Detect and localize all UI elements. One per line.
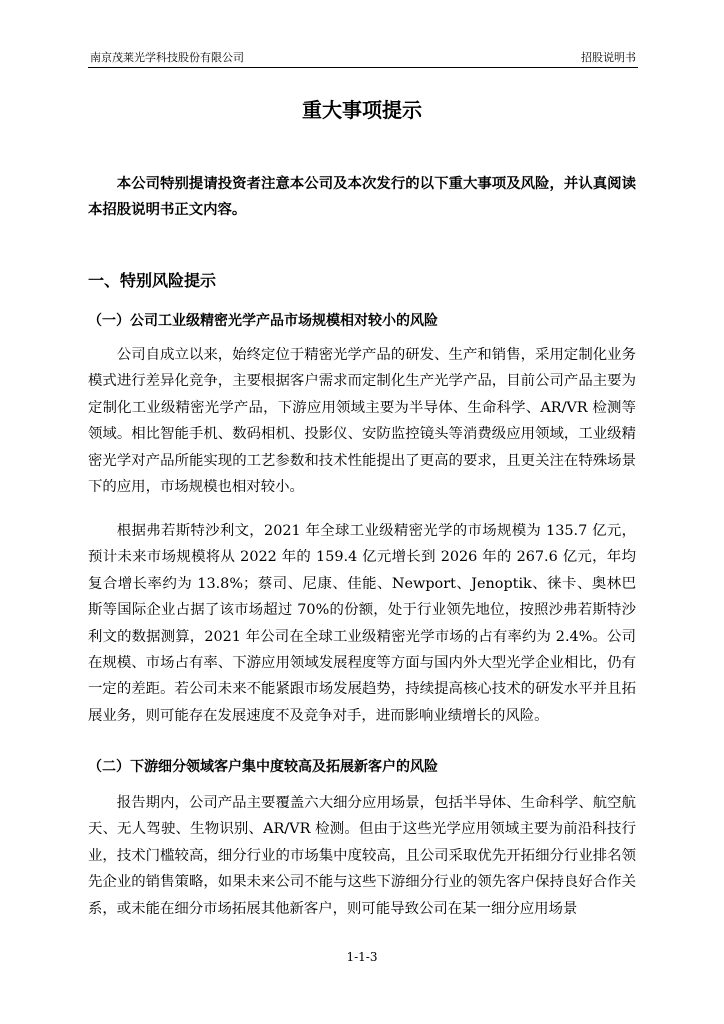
intro-paragraph: 本公司特别提请投资者注意本公司及本次发行的以下重大事项及风险，并认真阅读本招股说明书正文内容。 <box>88 176 636 219</box>
subsection-heading-customer-concentration-risk: （二）下游细分领域客户集中度较高及拓展新客户的风险 <box>88 759 438 775</box>
section-heading-special-risks: 一、特别风险提示 <box>88 271 217 290</box>
page-number: 1-1-3 <box>346 950 378 964</box>
header-document-type: 招股说明书 <box>581 51 636 64</box>
paragraph-customer-concentration: 报告期内，公司产品主要覆盖六大细分应用场景，包括半导体、生命科学、航空航天、无人驾驶、生物识别、AR/VR 检测。但由于这些光学应用领域主要为前沿科技行业，技术门槛较高，细分行业的市场集中度较高，且公司采取优先开拓细分行业排名领先企业的销售策略，如果未来公司不能与这些下游细分行业的领先客户保持良好合作关系，或未能在细分市场拓展其他新客户，则可能导致公司在某一细分应用场景 <box>88 795 636 917</box>
header-company-name: 南京茂莱光学科技股份有限公司 <box>90 51 244 64</box>
page-title: 重大事项提示 <box>302 98 422 122</box>
paragraph-market-scale: 公司自成立以来，始终定位于精密光学产品的研发、生产和销售，采用定制化业务模式进行差异化竞争，主要根据客户需求而定制化生产光学产品，目前公司产品主要为定制化工业级精密光学产品，下游应用领域主要为半导体、生命科学、AR/VR 检测等领域。相比智能手机、数码相机、投影仪、安防监控镜头等消费级应用领域，工业级精密光学对产品所能实现的工艺参数和技术性能提出了更高的要求，且更关注在特殊场景下的应用，市场规模也相对较小。 <box>88 347 636 496</box>
paragraph-market-share: 根据弗若斯特沙利文，2021 年全球工业级精密光学的市场规模为 135.7 亿元，预计未来市场规模将从 2022 年的 159.4 亿元增长到 2026 年的 267.6 亿元，年均复合增长率约为 13.8%；蔡司、尼康、佳能、Newport、Jenoptik、徕卡、奥林巴斯等国际企业占据了该市场超过 70%的份额，处于行业领先地位，按照沙弗若斯特沙利文的数据测算，2021 年公司在全球工业级精密光学市场的占有率约为 2.4%。公司在规模、市场占有率、下游应用领域发展程度等方面与国内外大型光学企业相比，仍有一定的差距。若公司未来不能紧跟市场发展趋势，持续提高核心技术的研发水平并且拓展业务，则可能存在发展速度不及竞争对手，进而影响业绩增长的风险。 <box>88 523 636 724</box>
subsection-heading-market-scale-risk: （一）公司工业级精密光学产品市场规模相对较小的风险 <box>88 313 438 329</box>
page-header <box>88 49 638 68</box>
